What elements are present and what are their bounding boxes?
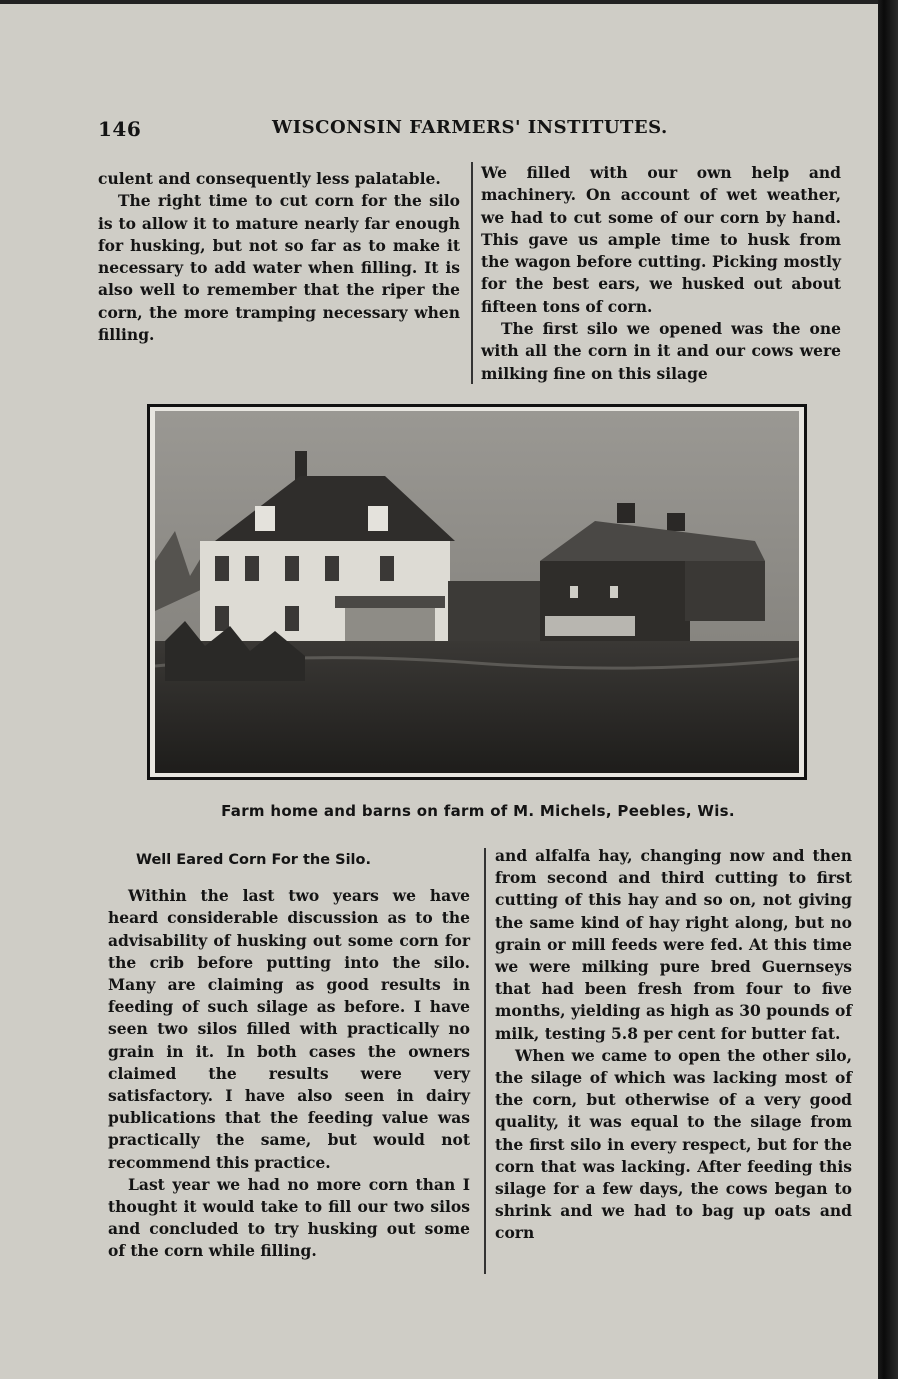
paragraph: We filled with our own help and machinery. On account of wet weather, we had to cut some of our corn by hand. This gave us ample time to husk from the wagon before cutting. Picking mostly for the best ears, we husked out about fifteen tons of corn. bbox=[481, 163, 841, 316]
figure-caption: Farm home and barns on farm of M. Michels, Peebles, Wis. bbox=[221, 802, 735, 820]
paragraph: The first silo we opened was the one with all the corn in it and our cows were milking fine on this silage bbox=[481, 319, 841, 383]
farm-scene-illustration bbox=[155, 411, 799, 773]
page-number: 146 bbox=[98, 117, 142, 141]
book-spine-shadow bbox=[878, 0, 898, 1379]
bottom-left-column bbox=[108, 846, 470, 1263]
section-heading: Well Eared Corn For the Silo. bbox=[136, 852, 371, 868]
column-divider bbox=[471, 162, 473, 384]
paragraph: Within the last two years we have heard considerable discussion as to the advisability of husking out some corn for the crib before putting into the silo. Many are claiming as good results in feeding of such silage as before. I have seen two silos filled with practically no grain in it. In both cases the owners claimed the results were very satisfactory. I have also seen in dairy publications that the feeding value was practically the same, but would not recommend this practice. bbox=[108, 886, 470, 1172]
bottom-right-column bbox=[495, 845, 852, 1245]
page-top-edge bbox=[0, 0, 898, 4]
top-left-column bbox=[98, 168, 460, 346]
paragraph: Last year we had no more corn than I thought it would take to fill our two silos and concluded to try husking out some of the corn while filling. bbox=[108, 1174, 470, 1261]
column-divider bbox=[484, 848, 486, 1274]
paragraph: culent and consequently less palatable. bbox=[98, 169, 441, 188]
page-header bbox=[98, 115, 668, 145]
running-title: WISCONSIN FARMERS' INSTITUTES. bbox=[272, 117, 668, 138]
top-right-column bbox=[481, 162, 841, 385]
paragraph: The right time to cut corn for the silo is to allow it to mature nearly far enough for husking, but not so far as to make it necessary to add water when filling. It is also well to remember that the riper the corn, the more tramping necessary when filling. bbox=[98, 191, 460, 345]
paragraph: and alfalfa hay, changing now and then from second and third cutting to first cutting of this hay and so on, not giving the same kind of hay right along, but no grain or mill feeds were fed. At this time we were milking pure bred Guernseys that had been fresh from four to five months, yielding as high as 30 pounds of milk, testing 5.8 per cent for butter fat. bbox=[495, 846, 852, 1043]
paragraph: When we came to open the other silo, the silage of which was lacking most of the corn, but otherwise of a very good quality, it was equal to the silage from the first silo in every respect, but for the corn that was lacking. After feeding this silage for a few days, the cows began to shrink and we had to bag up oats and corn bbox=[495, 1045, 852, 1243]
farm-photograph bbox=[147, 404, 807, 780]
